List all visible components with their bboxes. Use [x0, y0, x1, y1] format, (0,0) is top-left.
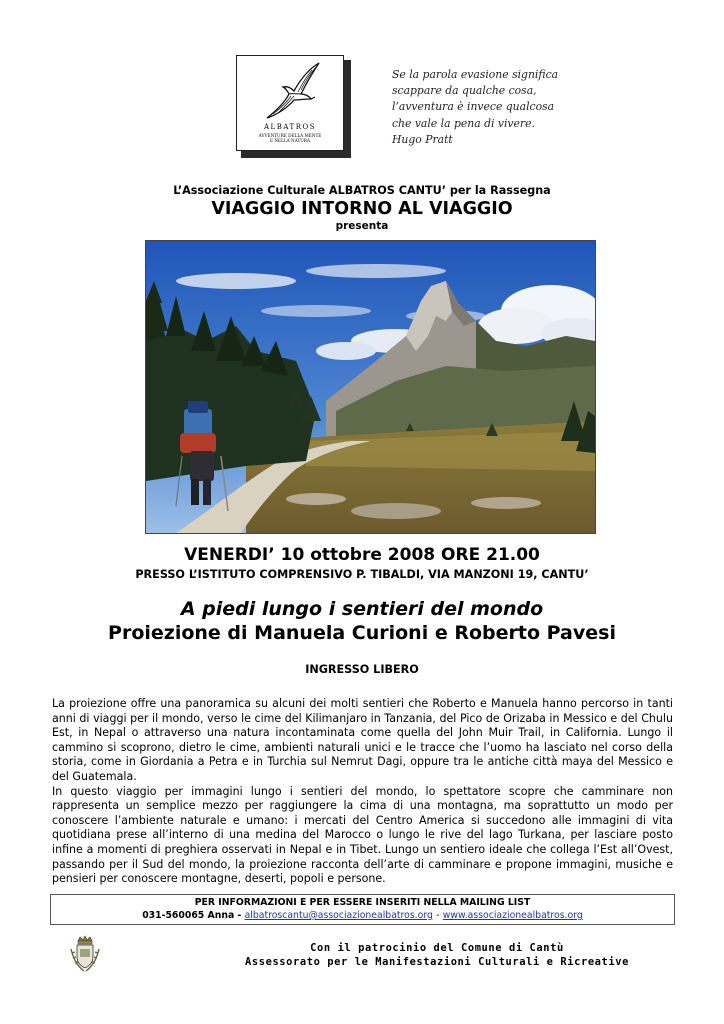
patronage-line-1: Con il patrocinio del Comune di Cantù — [310, 942, 564, 954]
logo-subtitle: AVVENTURE DELLA MENTE E NELLA NATURA — [258, 133, 322, 143]
phone-contact: 031-560065 Anna - — [142, 910, 242, 921]
website-link[interactable]: www.associazionealbatros.org — [442, 910, 583, 921]
albatross-bird-icon — [263, 60, 323, 122]
mountain-landscape-illustration — [146, 241, 595, 533]
quote-author: Hugo Pratt — [392, 132, 453, 146]
hiker-mountain-photo — [145, 240, 596, 534]
hugo-pratt-quote — [392, 67, 612, 148]
quote-line: l’avventura è invece qualcosa — [392, 100, 555, 114]
description-paragraph: La proiezione offre una panoramica su alcuni dei molti sentieri che Roberto e Manuela hanno percorso in tanti anni di viaggi per il mondo, verso le cime del Kilimanjaro in Tanzania, del Pico de Orizaba in Messico e del Chulu Est, in Nepal o attraverso una natura incontaminata come quella del John Muir Trail, in California. Lungo il cammino si scoprono, dietro le cime, ambienti naturali unici e le tracce che l’uomo ha lasciato nel corso della storia, come in Giordania a Petra e in Turchia sul Nemrut Dagi, oppure tra le antiche città maya del Messico e del Guatemala. — [52, 697, 673, 783]
quote-line: che vale la pena di vivere. — [392, 116, 535, 130]
albatros-logo — [236, 55, 344, 151]
show-subtitle: Proiezione di Manuela Curioni e Roberto Pavesi — [108, 622, 616, 644]
quote-line: scappare da qualche cosa, — [392, 84, 537, 98]
association-intro: L’Associazione Culturale ALBATROS CANTU’ per la Rassegna — [173, 184, 551, 197]
email-link[interactable]: albatroscantu@associazionealbatros.org — [244, 910, 433, 921]
show-title: A piedi lungo i sentieri del mondo — [180, 598, 544, 620]
presents-label: presenta — [335, 220, 389, 232]
description-paragraph: In questo viaggio per immagini lungo i sentieri del mondo, lo spettatore scopre che camminare non rappresenta un semplice mezzo per raggiungere la cima di una montagna, ma soprattutto un modo per conoscere l’ambiente naturale e umano: i mercati del Centro America si succedono alle immagini di vita quotidiana prese all’interno di una medina del Marocco o lungo le rive del lago Turkana, per lasciare posto infine a momenti di preghiera osservati in Nepal e in Tibet. Lungo un sentiero ideale che collega l’Est all’Ovest, passando per il Sud del mondo, la proiezione racconta dell’arte di camminare e propone immagini, musiche e pensieri per conoscere montagne, deserti, popoli e persone. — [52, 784, 673, 886]
municipal-crest-icon — [68, 935, 102, 973]
event-description — [52, 697, 673, 887]
info-contact-line — [51, 910, 674, 921]
free-entry-label: INGRESSO LIBERO — [305, 663, 419, 676]
series-title: VIAGGIO INTORNO AL VIAGGIO — [211, 199, 513, 219]
event-venue: PRESSO L’ISTITUTO COMPRENSIVO P. TIBALDI, VIA MANZONI 19, CANTU’ — [135, 568, 589, 581]
quote-line: Se la parola evasione significa — [392, 68, 559, 81]
logo-name: ALBATROS — [264, 123, 316, 131]
info-title: PER INFORMAZIONI E PER ESSERE INSERITI NELLA MAILING LIST — [194, 897, 531, 908]
link-separator: - — [436, 910, 440, 921]
patronage-line-2: Assessorato per le Manifestazioni Culturali e Ricreative — [245, 956, 629, 968]
info-box — [50, 894, 675, 925]
event-date: VENERDI’ 10 ottobre 2008 ORE 21.00 — [184, 545, 540, 565]
